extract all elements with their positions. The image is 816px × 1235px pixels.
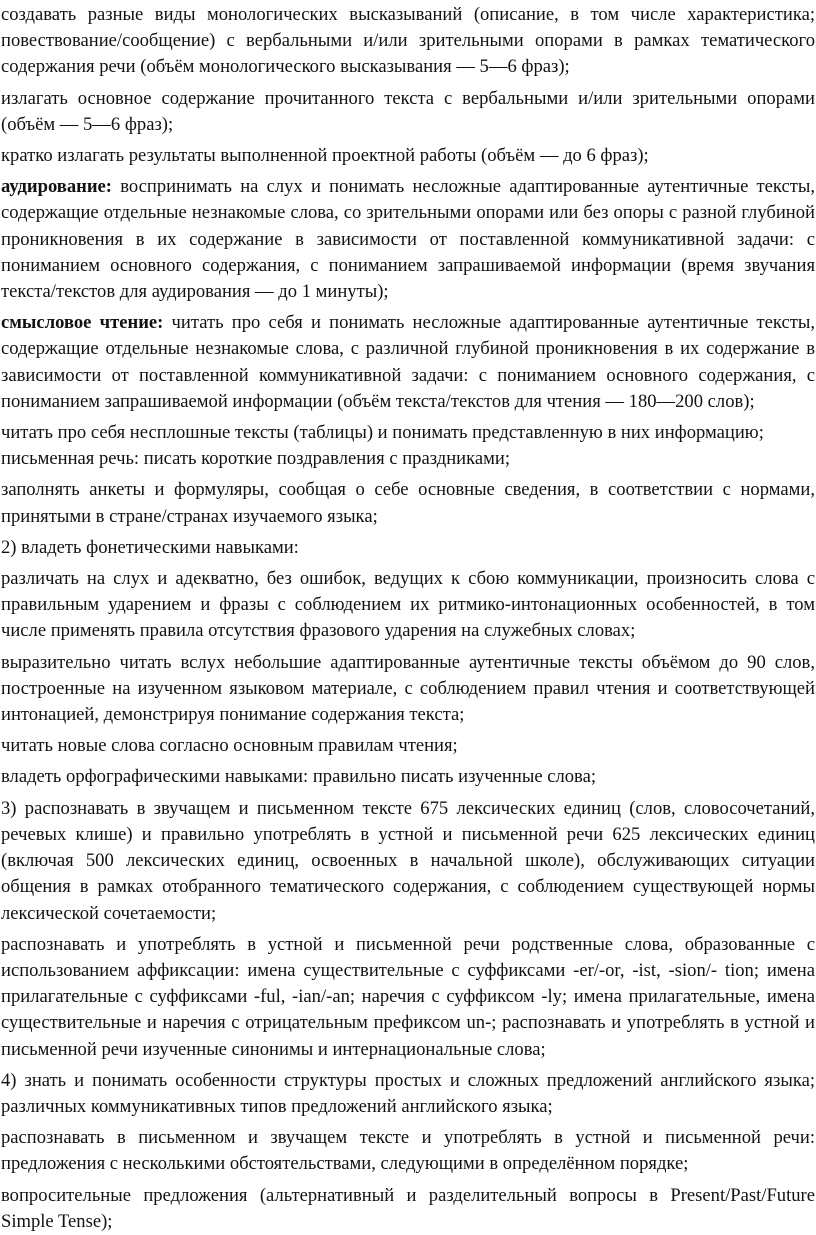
paragraph-lead: аудирование: (1, 176, 112, 198)
paragraph-text: вопросительные предложения (альтернативный и разделительный вопросы в Present/Past/Future Simple Tense); (1, 1184, 815, 1232)
paragraph-text: читать новые слова согласно основным правилам чтения; (1, 735, 458, 757)
paragraph-text: 4) знать и понимать особенности структуры простых и сложных предложений английского языка; различных коммуникативных типов предложений английского языка; (1, 1069, 815, 1117)
paragraph-text: владеть орфографическими навыками: правильно писать изученные слова; (1, 766, 596, 788)
paragraph-questions (1, 1183, 815, 1235)
paragraph-lexis (1, 796, 815, 927)
paragraph-text: читать про себя и понимать несложные адаптированные аутентичные тексты, содержащие отдельные незнакомые слова, с различной глубиной проникновения в их содержание в зависимости от поставленной коммуникативной задачи: с пониманием основного содержания, с пониманием запрашиваемой информации (объём текста/текстов для чтения — 180—200 слов); (1, 312, 815, 412)
paragraph-text: распознавать в письменном и звучащем тексте и употреблять в устной и письменной речи: предложения с несколькими обстоятельствами, следующими в определённом порядке; (1, 1127, 815, 1175)
paragraph-text: кратко излагать результаты выполненной проектной работы (объём — до 6 фраз); (1, 145, 649, 167)
paragraph-affixation (1, 932, 815, 1063)
paragraph-reading (1, 310, 815, 415)
paragraph-text: заполнять анкеты и формуляры, сообщая о себе основные сведения, в соответствии с нормами, принятыми в стране/странах изучаемого языка; (1, 479, 815, 527)
paragraph-pronunciation (1, 566, 815, 645)
paragraph-text: различать на слух и адекватно, без ошибок, ведущих к сбою коммуникации, произносить слова с правильным ударением и фразы с соблюдением их ритмико-интонационных особенностей, в том числе применять правила отсутствия фразового ударения на служебных словах; (1, 568, 815, 642)
paragraph-lead: смысловое чтение: (1, 312, 164, 334)
paragraph-listening (1, 174, 815, 305)
paragraph-retell-content (1, 86, 815, 138)
paragraph-text: выразительно читать вслух небольшие адаптированные аутентичные тексты объёмом до 90 слов, построенные на изученном языковом материале, с соблюдением правил чтения и соответствующей интонацией, демонстрируя понимание содержания текста; (1, 651, 815, 726)
paragraph-writing (1, 446, 815, 472)
paragraph-adverbials (1, 1125, 815, 1177)
paragraph-project-results (1, 143, 815, 169)
paragraph-text: распознавать и употреблять в устной и письменной речи родственные слова, образованные с использованием аффиксации: имена существительные с суффиксами -er/-or, -ist, -sion/- tion; имена прилагательные с суффиксами -ful, -ian/-an; наречия с суффиксом -ly; имена прилагательные, имена существительные и наречия с отрицательным префиксом un-; распознавать и употреблять в устной и письменной речи изученные синонимы и интернациональные слова; (1, 933, 815, 1060)
paragraph-monologue-types (1, 2, 815, 81)
paragraph-spelling (1, 764, 815, 790)
paragraph-text: 3) распознавать в звучащем и письменном тексте 675 лексических единиц (слов, словосочетаний, речевых клише) и правильно употреблять в устной и письменной речи 625 лексических единиц (включая 500 лексических единиц, освоенных в начальной школе), обслуживающих ситуации общения в рамках отобранного тематического содержания, с соблюдением существующей нормы лексической сочетаемости; (1, 797, 815, 924)
paragraph-text: создавать разные виды монологических высказываний (описание, в том числе характеристика; повествование/сообщение) с вербальными и/или зрительными опорами в рамках тематического содержания речи (объём монологического высказывания — 5—6 фраз); (1, 4, 815, 78)
paragraph-text: излагать основное содержание прочитанного текста с вербальными и/или зрительными опорами (объём — 5—6 фраз); (1, 87, 815, 135)
paragraph-read-aloud (1, 650, 815, 729)
paragraph-text: 2) владеть фонетическими навыками: (1, 536, 299, 558)
paragraph-text: письменная речь: писать короткие поздравления с праздниками; (1, 448, 510, 470)
paragraph-sentence-structure (1, 1068, 815, 1120)
paragraph-text: читать про себя несплошные тексты (таблицы) и понимать представленную в них информацию; (1, 422, 764, 444)
paragraph-forms (1, 477, 815, 529)
paragraph-text: воспринимать на слух и понимать несложные адаптированные аутентичные тексты, содержащие отдельные незнакомые слова, со зрительными опорами или без опоры с разной глубиной проникновения в их содержание в зависимости от поставленной коммуникативной задачи: с пониманием основного содержания, с пониманием запрашиваемой информации (время звучания текста/текстов для аудирования — до 1 минуты); (1, 176, 815, 303)
paragraph-phonetics (1, 535, 815, 561)
paragraph-new-words (1, 733, 815, 759)
paragraph-tables (1, 420, 815, 446)
